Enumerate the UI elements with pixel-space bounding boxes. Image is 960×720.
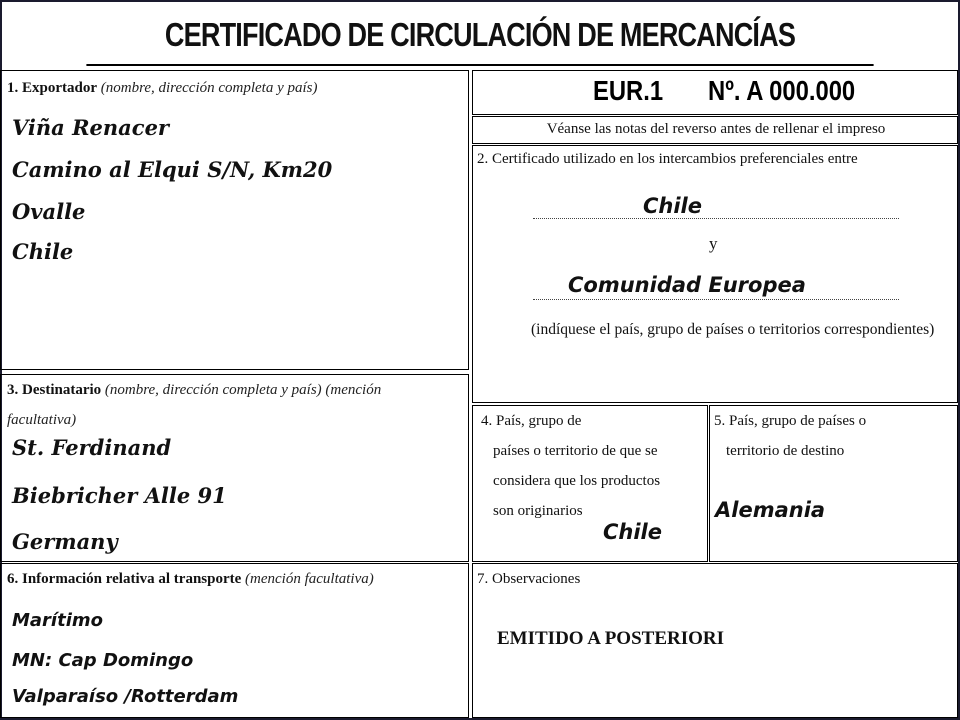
transport-route: Valparaíso /Rotterdam (12, 686, 239, 707)
box-consignee (0, 374, 469, 562)
box2-label: 2. Certificado utilizado en los intercambios preferenciales entre (477, 151, 858, 167)
box-destination (709, 405, 958, 562)
eur1-form-name: EUR.1 (593, 75, 664, 106)
exporter-label: 1. Exportador (7, 80, 97, 96)
eur1-number: Nº. A 000.000 (708, 75, 856, 106)
transport-mode: Marítimo (12, 610, 104, 631)
box2-country-2: Comunidad Europea (568, 273, 806, 297)
box-observations (472, 563, 958, 718)
box-origin (472, 405, 708, 562)
origin-label-3: considera que los productos (493, 473, 661, 489)
observations-value: EMITIDO A POSTERIORI (497, 628, 724, 649)
destination-label-2: territorio de destino (726, 443, 845, 459)
consignee-name: St. Ferdinand (12, 435, 172, 460)
box-exporter (0, 70, 469, 370)
box2-dotted-line-2 (533, 299, 899, 300)
transport-vessel: MN: Cap Domingo (12, 650, 194, 671)
box2-hint: (indíquese el país, grupo de países o territorios correspondientes) (531, 321, 935, 338)
certificate-title: CERTIFICADO DE CIRCULACIÓN DE MERCANCÍAS (86, 0, 873, 66)
consignee-country: Germany (12, 529, 118, 554)
box2-country-1: Chile (643, 194, 703, 218)
observations-label: 7. Observaciones (477, 571, 581, 587)
destination-country: Alemania (715, 498, 826, 522)
exporter-city: Ovalle (12, 199, 86, 224)
notes-text: Véanse las notas del reverso antes de rellenar el impreso (546, 121, 886, 137)
consignee-label: 3. Destinatario (7, 382, 102, 398)
origin-country: Chile (603, 520, 663, 544)
origin-label-2: países o territorio de que se (493, 443, 658, 459)
box2-and: y (709, 234, 718, 253)
notes-strip (472, 116, 958, 144)
consignee-hint: (nombre, dirección completa y país) (mención (104, 382, 382, 398)
transport-label: 6. Información relativa al transporte (7, 571, 242, 587)
box-transport (0, 563, 469, 718)
consignee-hint-2-text: facultativa) (7, 412, 77, 428)
eur1-box (472, 70, 958, 115)
origin-label-1: 4. País, grupo de (481, 413, 582, 429)
exporter-address: Camino al Elqui S/N, Km20 (12, 157, 333, 182)
origin-label-4: son originarios (493, 503, 583, 519)
exporter-country: Chile (12, 239, 74, 264)
consignee-address: Biebricher Alle 91 (12, 483, 227, 508)
consignee-header (7, 381, 457, 399)
box-certificate-between (472, 145, 958, 403)
box2-dotted-line-1 (533, 218, 899, 219)
destination-label-1: 5. País, grupo de países o (714, 413, 867, 429)
transport-hint: (mención facultativa) (245, 571, 374, 587)
exporter-name: Viña Renacer (12, 115, 169, 140)
transport-header (7, 570, 467, 588)
exporter-header (7, 79, 467, 97)
exporter-hint: (nombre, dirección completa y país) (100, 80, 318, 96)
consignee-hint-2 (7, 411, 76, 429)
